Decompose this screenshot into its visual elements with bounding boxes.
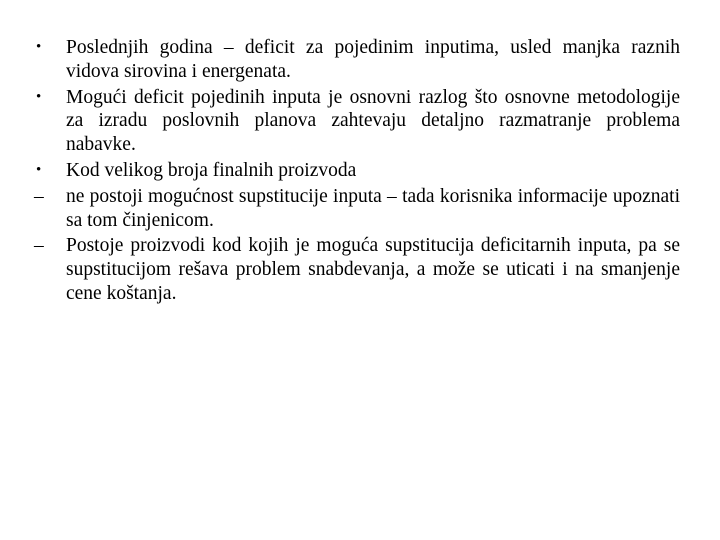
list-item-text: Postoje proizvodi kod kojih je moguća supstitucija deficitarnih inputa, pa se supstitucijom rešava problem snabdevanja, a može se uticati i na smanjenje cene koštanja.	[66, 235, 680, 304]
dash-marker: –	[34, 235, 44, 257]
list-item-text: Poslednjih godina – deficit za pojedinim inputima, usled manjka raznih vidova sirovina i energenata.	[66, 37, 680, 82]
bullet-marker: •	[36, 161, 42, 178]
bullet-marker: •	[36, 88, 42, 105]
list-item	[32, 86, 680, 157]
list-item	[32, 234, 680, 305]
bullet-marker: •	[36, 39, 42, 55]
list-item	[32, 185, 680, 233]
dash-marker: –	[34, 185, 44, 207]
list-item-text: Mogući deficit pojedinih inputa je osnovni razlog što osnovne metodologije za izradu poslovnih planova zahtevaju detaljno razmatranje problema nabavke.	[66, 86, 680, 156]
bullet-list	[32, 36, 680, 308]
list-item	[32, 36, 680, 84]
list-item	[32, 159, 680, 183]
list-item-text: ne postoji mogućnost supstitucije inputa – tada korisnika informacije upoznati sa tom činjenicom.	[66, 185, 680, 231]
list-item-text: Kod velikog broja finalnih proizvoda	[66, 159, 357, 181]
